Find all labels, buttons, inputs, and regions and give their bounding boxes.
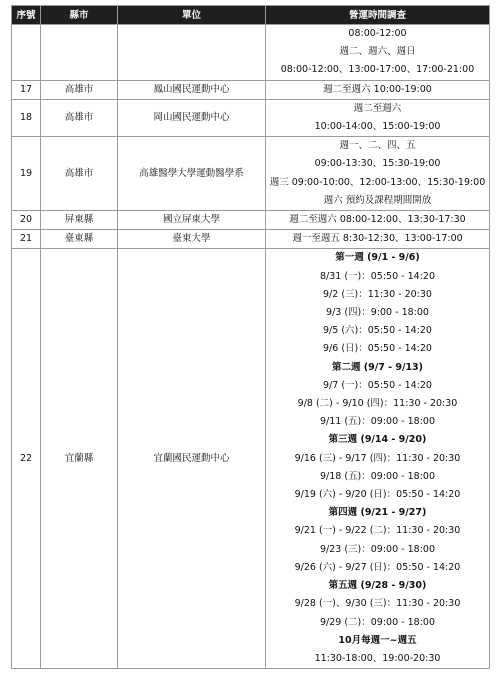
- hours-line: 9/21 (一) - 9/22 (二)：11:30 - 20:30: [294, 525, 461, 537]
- schedule-table: [11, 5, 490, 669]
- county-cell: 高雄市: [41, 99, 118, 136]
- row-number: 17: [12, 80, 41, 99]
- hours-line: 9/8 (二) - 9/10 (四)：11:30 - 20:30: [297, 398, 458, 410]
- table-row: [12, 25, 490, 81]
- hours-line: 9/16 (三) - 9/17 (四)：11:30 - 20:30: [294, 452, 461, 464]
- table-row: [12, 99, 490, 136]
- table-row: [12, 249, 490, 669]
- row-number: 20: [12, 211, 41, 230]
- row-number: 21: [12, 230, 41, 249]
- hours-line: 11:30-18:00、19:00-20:30: [314, 652, 441, 664]
- county-cell: [41, 25, 118, 81]
- county-cell: 高雄市: [41, 137, 118, 211]
- row-number: 22: [12, 249, 41, 669]
- header-hours: 營運時間調查: [266, 6, 490, 25]
- hours-line: 9/6 (日)：05:50 - 14:20: [323, 343, 432, 355]
- hours-cell: [266, 80, 490, 99]
- table-row: [12, 80, 490, 99]
- hours-line: 9/23 (三)：09:00 - 18:00: [320, 543, 435, 555]
- row-number: [12, 25, 41, 81]
- hours-line: 9/29 (二)：09:00 - 18:00: [320, 616, 435, 628]
- week-heading: 第一週 (9/1 - 9/6): [335, 252, 420, 264]
- hours-cell: [266, 211, 490, 230]
- hours-line: 週二、週六、週日: [339, 46, 416, 58]
- unit-cell: 國立屏東大學: [118, 211, 266, 230]
- hours-line: 週一至週五 8:30-12:30、13:00-17:00: [292, 233, 463, 245]
- hours-line: 9/26 (六) - 9/27 (日)：05:50 - 14:20: [294, 561, 461, 573]
- table-row: [12, 211, 490, 230]
- row-number: 18: [12, 99, 41, 136]
- header-row: [12, 6, 490, 25]
- week-heading: 第二週 (9/7 - 9/13): [331, 361, 424, 373]
- hours-cell: [266, 25, 490, 81]
- hours-line: 9/3 (四)：9:00 - 18:00: [326, 307, 429, 319]
- unit-cell: 臺東大學: [118, 230, 266, 249]
- hours-line: 9/2 (三)：11:30 - 20:30: [323, 288, 432, 300]
- hours-line: 08:00-12:00、13:00-17:00、17:00-21:00: [280, 64, 475, 76]
- table-row: [12, 230, 490, 249]
- table-row: [12, 137, 490, 211]
- hours-line: 9/5 (六)：05:50 - 14:20: [323, 325, 432, 337]
- header-unit: 單位: [118, 6, 266, 25]
- hours-cell: [266, 137, 490, 211]
- unit-cell: 鳳山國民運動中心: [118, 80, 266, 99]
- week-heading: 第五週 (9/28 - 9/30): [328, 580, 427, 592]
- table-body: [12, 25, 490, 669]
- hours-line: 9/11 (五)：09:00 - 18:00: [320, 416, 435, 428]
- unit-cell: 岡山國民運動中心: [118, 99, 266, 136]
- county-cell: 臺東縣: [41, 230, 118, 249]
- county-cell: 屏東縣: [41, 211, 118, 230]
- hours-line: 週二至週六: [353, 102, 402, 114]
- unit-cell: 宜蘭國民運動中心: [118, 249, 266, 669]
- hours-cell: [266, 99, 490, 136]
- hours-cell: [266, 249, 490, 669]
- hours-line: 9/7 (一)：05:50 - 14:20: [323, 379, 432, 391]
- header-no: 序號: [12, 6, 41, 25]
- hours-line: 9/28 (一)、9/30 (三)：11:30 - 20:30: [294, 598, 461, 610]
- hours-line: 09:00-13:30、15:30-19:00: [314, 158, 441, 170]
- header-county: 縣市: [41, 6, 118, 25]
- week-heading: 10月每週一~週五: [338, 634, 417, 646]
- hours-line: 9/19 (六) - 9/20 (日)：05:50 - 14:20: [294, 489, 461, 501]
- row-number: 19: [12, 137, 41, 211]
- county-cell: 宜蘭縣: [41, 249, 118, 669]
- hours-line: 週一、二、四、五: [339, 140, 416, 152]
- week-heading: 第三週 (9/14 - 9/20): [328, 434, 427, 446]
- hours-line: 週二至週六 10:00-19:00: [323, 83, 432, 95]
- unit-cell: 高雄醫學大學運動醫學系: [118, 137, 266, 211]
- hours-line: 10:00-14:00、15:00-19:00: [314, 121, 441, 133]
- hours-line: 8/31 (一)：05:50 - 14:20: [320, 270, 435, 282]
- hours-line: 週三 09:00-10:00、12:00-13:00、15:30-19:00: [269, 176, 486, 188]
- hours-line: 週六 預約及課程期間開放: [323, 194, 432, 206]
- hours-cell: [266, 230, 490, 249]
- unit-cell: [118, 25, 266, 81]
- hours-line: 週二至週六 08:00-12:00、13:30-17:30: [289, 214, 466, 226]
- week-heading: 第四週 (9/21 - 9/27): [328, 507, 427, 519]
- hours-line: 9/18 (五)：09:00 - 18:00: [320, 470, 435, 482]
- county-cell: 高雄市: [41, 80, 118, 99]
- hours-line: 08:00-12:00: [348, 28, 407, 39]
